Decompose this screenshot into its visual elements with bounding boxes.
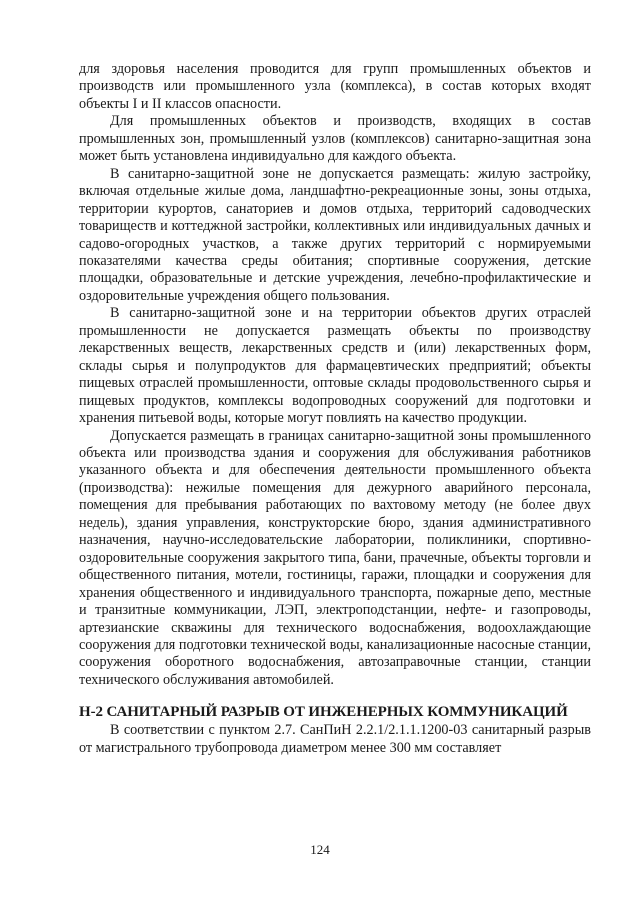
paragraph-permitted-placement: Допускается размещать в границах санитарно-защитной зоны промышленного объекта или производства здания и сооружения для обслуживания работников указанного объекта и для обеспечения деятельности промышленного объекта (производства): нежилые помещения для дежурного аварийного персонала, помещения для пребывания работающих по вахтовому методу (не более двух недель), здания управления, конструкторские бюро, здания административного назначения, научно-исследовательские лаборатории, поликлиники, спортивно-оздоровительные сооружения закрытого типа, бани, прачечные, объекты торговли и общественного питания, мотели, гостиницы, гаражи, площадки и сооружения для хранения общественного и индивидуального транспорта, пожарные депо, местные и транзитные коммуникации, ЛЭП, электроподстанции, нефте- и газопроводы, артезианские скважины для технического водоснабжения, водоохлаждающие сооружения для подготовки технической воды, канализационные насосные станции, сооружения оборотного водоснабжения, автозаправочные станции, станции технического обслуживания автомобилей. [79, 427, 591, 688]
paragraph-section-intro: В соответствии с пунктом 2.7. СанПиН 2.2.1/2.1.1.1200-03 санитарный разрыв от магистрального трубопровода диаметром менее 300 мм составляет [79, 722, 591, 756]
section-heading: Н-2 САНИТАРНЫЙ РАЗРЫВ ОТ ИНЖЕНЕРНЫХ КОММУНИКАЦИЙ [79, 704, 568, 721]
paragraph-other-industries: В санитарно-защитной зоне и на территории объектов других отраслей промышленности не допускается размещать объекты по производству лекарственных веществ, лекарственных средств и (или) лекарственных форм, склады сырья и полупродуктов для фармацевтических предприятий; объекты пищевых отраслей промышленности, оптовые склады продовольственного сырья и пищевых продуктов, комплексы водопроводных сооружений для подготовки и хранения питьевой воды, которые могут повлиять на качество продукции. [79, 305, 591, 427]
paragraph-industrial-zones: Для промышленных объектов и производств, входящих в состав промышленных зон, промышленный узлов (комплексов) санитарно-защитная зона может быть установлена индивидуально для каждого объекта. [79, 113, 591, 165]
paragraph-prohibited-placement: В санитарно-защитной зоне не допускается размещать: жилую застройку, включая отдельные жилые дома, ландшафтно-рекреационные зоны, зоны отдыха, территории курортов, санаториев и домов отдыха, территорий садоводческих товариществ и коттеджной застройки, коллективных или индивидуальных дачных и садово-огородных участков, а также других территорий с нормируемыми показателями качества среды обитания; спортивные сооружения, детские площадки, образовательные и детские учреждения, лечебно-профилактические и оздоровительные учреждения общего пользования. [79, 165, 591, 304]
document-body [79, 61, 591, 757]
paragraph-continuation: для здоровья населения проводится для групп промышленных объектов и производств или промышленного узла (комплекса), в состав которых входят объекты I и II классов опасности. [79, 61, 591, 112]
page-number: 124 [310, 842, 330, 857]
